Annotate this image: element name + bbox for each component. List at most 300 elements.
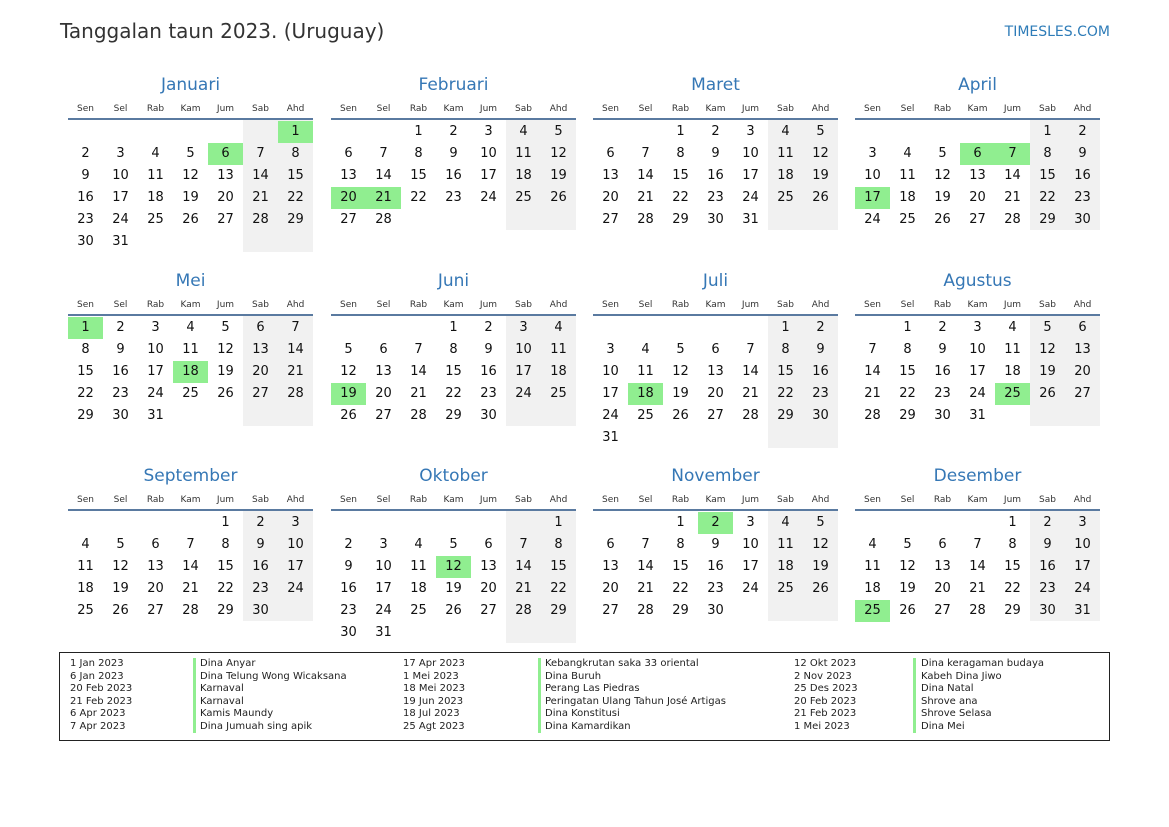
holiday-day-cell: 7 — [995, 143, 1030, 165]
day-cell: 27 — [147, 603, 164, 618]
day-cell: 8 — [903, 342, 912, 357]
day-cell: 21 — [410, 386, 427, 401]
day-cell: 18 — [410, 581, 427, 596]
day-cell: 9 — [1043, 537, 1052, 552]
day-cell: 9 — [816, 342, 825, 357]
day-cell: 13 — [375, 364, 392, 379]
day-cell: 12 — [550, 146, 567, 161]
day-cell: 1 — [414, 124, 423, 139]
day-cell: 30 — [1039, 603, 1056, 618]
day-cell: 22 — [410, 190, 427, 205]
day-cell: 10 — [742, 537, 759, 552]
day-cell: 24 — [1074, 581, 1091, 596]
day-cell: 18 — [550, 364, 567, 379]
day-cell: 12 — [812, 537, 829, 552]
day-cell: 16 — [480, 364, 497, 379]
day-cell: 23 — [480, 386, 497, 401]
day-cell: 14 — [1004, 168, 1021, 183]
day-cell: 13 — [602, 168, 619, 183]
day-cell: 2 — [484, 320, 493, 335]
weekday-header: Ahd — [1073, 300, 1092, 310]
day-cell: 20 — [1074, 364, 1091, 379]
day-cell: 11 — [147, 168, 164, 183]
day-cell: 11 — [515, 146, 532, 161]
day-cell: 1 — [1043, 124, 1052, 139]
day-cell: 10 — [969, 342, 986, 357]
day-cell: 10 — [515, 342, 532, 357]
day-cell: 11 — [77, 559, 94, 574]
page-title: Tanggalan taun 2023. (Uruguay) — [60, 19, 385, 43]
day-cell: 12 — [934, 168, 951, 183]
weekday-header: Sen — [77, 104, 94, 114]
day-cell: 16 — [77, 190, 94, 205]
day-cell: 30 — [340, 625, 357, 640]
day-cell: 13 — [217, 168, 234, 183]
weekday-header: Jum — [1003, 104, 1022, 114]
day-cell: 4 — [868, 537, 877, 552]
day-cell: 28 — [637, 212, 654, 227]
day-cell: 29 — [1004, 603, 1021, 618]
day-cell: 17 — [480, 168, 497, 183]
day-cell: 1 — [449, 320, 458, 335]
day-cell: 6 — [1078, 320, 1087, 335]
weekday-header: Sab — [777, 104, 794, 114]
day-cell: 1 — [221, 515, 230, 530]
day-cell: 24 — [969, 386, 986, 401]
day-cell: 13 — [602, 559, 619, 574]
weekday-header: Ahd — [1073, 495, 1092, 505]
day-cell: 4 — [414, 537, 423, 552]
day-cell: 24 — [147, 386, 164, 401]
day-cell: 6 — [606, 537, 615, 552]
day-cell: 19 — [182, 190, 199, 205]
day-cell: 19 — [550, 168, 567, 183]
day-cell: 16 — [812, 364, 829, 379]
day-cell: 17 — [515, 364, 532, 379]
day-cell: 17 — [742, 168, 759, 183]
holiday-date: 1 Jan 2023 — [70, 658, 124, 669]
day-cell: 11 — [1004, 342, 1021, 357]
day-cell: 23 — [1039, 581, 1056, 596]
day-cell: 21 — [515, 581, 532, 596]
day-cell: 9 — [81, 168, 90, 183]
month-title: Agustus — [943, 271, 1012, 291]
holiday-marker-bar — [913, 658, 916, 733]
day-cell: 23 — [812, 386, 829, 401]
day-cell: 21 — [182, 581, 199, 596]
weekday-header: Sab — [1039, 104, 1056, 114]
weekday-header: Ahd — [286, 300, 305, 310]
day-cell: 10 — [1074, 537, 1091, 552]
day-cell: 1 — [676, 515, 685, 530]
day-cell: 18 — [77, 581, 94, 596]
day-cell: 7 — [519, 537, 528, 552]
day-cell: 1 — [1008, 515, 1017, 530]
day-cell: 23 — [77, 212, 94, 227]
holiday-day-cell: 20 — [331, 187, 366, 209]
weekday-header: Rab — [409, 495, 428, 505]
day-cell: 2 — [344, 537, 353, 552]
day-cell: 7 — [186, 537, 195, 552]
day-cell: 26 — [182, 212, 199, 227]
day-cell: 22 — [899, 386, 916, 401]
day-cell: 30 — [707, 603, 724, 618]
day-cell: 18 — [864, 581, 881, 596]
day-cell: 4 — [903, 146, 912, 161]
holiday-name: Shrove ana — [921, 695, 978, 707]
holiday-date: 25 Agt 2023 — [403, 720, 465, 732]
day-cell: 14 — [515, 559, 532, 574]
day-cell: 23 — [934, 386, 951, 401]
day-cell: 26 — [812, 190, 829, 205]
day-cell: 7 — [973, 537, 982, 552]
day-cell: 25 — [147, 212, 164, 227]
weekday-header: Ahd — [811, 104, 830, 114]
month-title: Desember — [933, 466, 1022, 486]
day-cell: 14 — [864, 364, 881, 379]
day-cell: 1 — [554, 515, 563, 530]
day-cell: 27 — [934, 603, 951, 618]
holiday-day-cell: 1 — [68, 317, 103, 339]
day-cell: 5 — [676, 342, 685, 357]
holiday-date: 18 Mei 2023 — [403, 683, 466, 694]
day-cell: 3 — [116, 146, 125, 161]
weekday-header: Sel — [113, 300, 128, 310]
weekday-header: Sab — [777, 495, 794, 505]
day-cell: 9 — [1078, 146, 1087, 161]
weekday-header: Ahd — [811, 495, 830, 505]
holiday-day-cell: 25 — [995, 383, 1030, 405]
day-cell: 29 — [777, 408, 794, 423]
day-cell: 6 — [711, 342, 720, 357]
day-cell: 2 — [711, 124, 720, 139]
weekday-header: Sel — [376, 495, 391, 505]
day-cell: 5 — [221, 320, 230, 335]
weekday-header: Rab — [933, 104, 952, 114]
day-cell: 16 — [252, 559, 269, 574]
holiday-name: Karnaval — [200, 695, 244, 707]
day-cell: 5 — [449, 537, 458, 552]
day-cell: 10 — [112, 168, 129, 183]
holiday-date: 21 Feb 2023 — [794, 708, 857, 719]
day-cell: 22 — [1004, 581, 1021, 596]
day-cell: 26 — [934, 212, 951, 227]
day-cell: 11 — [777, 537, 794, 552]
day-cell: 16 — [1039, 559, 1056, 574]
holiday-name: Dina keragaman budaya — [921, 658, 1045, 669]
weekday-header: Sen — [864, 300, 881, 310]
day-cell: 20 — [375, 386, 392, 401]
weekday-header: Sab — [515, 104, 532, 114]
day-cell: 20 — [480, 581, 497, 596]
day-cell: 6 — [606, 146, 615, 161]
day-cell: 11 — [899, 168, 916, 183]
day-cell: 4 — [151, 146, 160, 161]
holiday-day-cell: 18 — [628, 383, 663, 405]
day-cell: 23 — [1074, 190, 1091, 205]
day-cell: 22 — [217, 581, 234, 596]
weekday-header: Sab — [1039, 495, 1056, 505]
month-title: Februari — [418, 75, 489, 95]
day-cell: 19 — [672, 386, 689, 401]
day-cell: 17 — [969, 364, 986, 379]
day-cell: 26 — [1039, 386, 1056, 401]
day-cell: 15 — [77, 364, 94, 379]
day-cell: 30 — [112, 408, 129, 423]
day-cell: 22 — [672, 581, 689, 596]
day-cell: 14 — [742, 364, 759, 379]
day-cell: 9 — [344, 559, 353, 574]
day-cell: 31 — [375, 625, 392, 640]
day-cell: 25 — [777, 190, 794, 205]
day-cell: 2 — [256, 515, 265, 530]
day-cell: 4 — [641, 342, 650, 357]
day-cell: 2 — [449, 124, 458, 139]
day-cell: 18 — [515, 168, 532, 183]
day-cell: 17 — [1074, 559, 1091, 574]
day-cell: 5 — [186, 146, 195, 161]
weekday-header: Jum — [216, 495, 235, 505]
day-cell: 24 — [515, 386, 532, 401]
day-cell: 15 — [445, 364, 462, 379]
day-cell: 31 — [1074, 603, 1091, 618]
day-cell: 24 — [375, 603, 392, 618]
day-cell: 10 — [864, 168, 881, 183]
day-cell: 9 — [484, 342, 493, 357]
day-cell: 31 — [602, 430, 619, 445]
day-cell: 28 — [864, 408, 881, 423]
holiday-date: 17 Apr 2023 — [403, 658, 465, 669]
day-cell: 27 — [252, 386, 269, 401]
site-logo-link[interactable]: TIMESLES.COM — [1004, 24, 1110, 40]
weekday-header: Sel — [113, 495, 128, 505]
day-cell: 3 — [606, 342, 615, 357]
day-cell: 7 — [641, 537, 650, 552]
day-cell: 31 — [147, 408, 164, 423]
day-cell: 3 — [868, 146, 877, 161]
weekday-header: Jum — [1003, 300, 1022, 310]
weekday-header: Kam — [967, 495, 988, 505]
day-cell: 26 — [340, 408, 357, 423]
day-cell: 5 — [903, 537, 912, 552]
day-cell: 20 — [934, 581, 951, 596]
day-cell: 19 — [112, 581, 129, 596]
weekday-header: Jum — [216, 300, 235, 310]
weekday-header: Rab — [409, 104, 428, 114]
day-cell: 3 — [379, 537, 388, 552]
day-cell: 23 — [445, 190, 462, 205]
day-cell: 17 — [112, 190, 129, 205]
day-cell: 29 — [550, 603, 567, 618]
weekday-header: Sel — [638, 300, 653, 310]
day-cell: 21 — [252, 190, 269, 205]
day-cell: 15 — [550, 559, 567, 574]
day-cell: 15 — [287, 168, 304, 183]
weekday-header: Sel — [376, 300, 391, 310]
weekday-header: Rab — [933, 495, 952, 505]
day-cell: 10 — [480, 146, 497, 161]
day-cell: 17 — [375, 581, 392, 596]
weekday-header: Jum — [479, 300, 498, 310]
day-cell: 13 — [147, 559, 164, 574]
day-cell: 16 — [445, 168, 462, 183]
day-cell: 25 — [182, 386, 199, 401]
holiday-name: Karnaval — [200, 683, 244, 694]
day-cell: 9 — [116, 342, 125, 357]
day-cell: 27 — [707, 408, 724, 423]
weekday-header: Ahd — [286, 495, 305, 505]
month-title: Oktober — [419, 466, 488, 486]
day-cell: 1 — [781, 320, 790, 335]
day-cell: 2 — [1043, 515, 1052, 530]
day-cell: 17 — [287, 559, 304, 574]
day-cell: 15 — [217, 559, 234, 574]
day-cell: 21 — [742, 386, 759, 401]
day-cell: 22 — [550, 581, 567, 596]
day-cell: 23 — [112, 386, 129, 401]
day-cell: 30 — [252, 603, 269, 618]
day-cell: 27 — [375, 408, 392, 423]
holiday-date: 6 Apr 2023 — [70, 708, 126, 719]
holiday-date: 2 Nov 2023 — [794, 670, 852, 682]
day-cell: 25 — [777, 581, 794, 596]
day-cell: 30 — [480, 408, 497, 423]
day-cell: 18 — [899, 190, 916, 205]
weekday-header: Jum — [741, 104, 760, 114]
day-cell: 15 — [1004, 559, 1021, 574]
day-cell: 31 — [112, 234, 129, 249]
weekday-header: Kam — [443, 300, 464, 310]
weekday-header: Sen — [77, 495, 94, 505]
day-cell: 17 — [742, 559, 759, 574]
day-cell: 20 — [252, 364, 269, 379]
weekday-header: Sen — [340, 300, 357, 310]
day-cell: 26 — [550, 190, 567, 205]
day-cell: 28 — [182, 603, 199, 618]
day-cell: 22 — [287, 190, 304, 205]
holiday-name: Peringatan Ulang Tahun José Artigas — [545, 695, 726, 707]
weekday-header: Kam — [705, 495, 726, 505]
holiday-name: Perang Las Piedras — [545, 683, 640, 694]
day-cell: 3 — [746, 124, 755, 139]
day-cell: 26 — [672, 408, 689, 423]
day-cell: 3 — [1078, 515, 1087, 530]
day-cell: 22 — [77, 386, 94, 401]
weekday-header: Kam — [180, 104, 201, 114]
weekday-header: Sen — [340, 104, 357, 114]
day-cell: 12 — [1039, 342, 1056, 357]
day-cell: 8 — [449, 342, 458, 357]
holiday-name: Dina Mei — [921, 720, 965, 732]
holiday-day-cell: 21 — [366, 187, 401, 209]
weekday-header: Rab — [671, 495, 690, 505]
day-cell: 4 — [186, 320, 195, 335]
holiday-date: 7 Apr 2023 — [70, 720, 126, 732]
holiday-day-cell: 1 — [278, 121, 313, 143]
day-cell: 14 — [410, 364, 427, 379]
day-cell: 11 — [182, 342, 199, 357]
day-cell: 30 — [1074, 212, 1091, 227]
day-cell: 25 — [410, 603, 427, 618]
weekday-header: Sen — [602, 300, 619, 310]
day-cell: 10 — [742, 146, 759, 161]
day-cell: 8 — [1043, 146, 1052, 161]
weekday-header: Jum — [741, 495, 760, 505]
day-cell: 7 — [379, 146, 388, 161]
day-cell: 7 — [256, 146, 265, 161]
weekday-header: Sen — [602, 495, 619, 505]
day-cell: 4 — [1008, 320, 1017, 335]
day-cell: 8 — [781, 342, 790, 357]
month-title: Januari — [160, 75, 221, 95]
day-cell: 16 — [934, 364, 951, 379]
day-cell: 30 — [812, 408, 829, 423]
day-cell: 17 — [602, 386, 619, 401]
day-cell: 3 — [746, 515, 755, 530]
day-cell: 31 — [969, 408, 986, 423]
weekday-header: Kam — [967, 300, 988, 310]
weekday-header: Sab — [252, 104, 269, 114]
day-cell: 11 — [550, 342, 567, 357]
day-cell: 27 — [1074, 386, 1091, 401]
day-cell: 11 — [637, 364, 654, 379]
day-cell: 19 — [812, 559, 829, 574]
day-cell: 3 — [519, 320, 528, 335]
weekday-header: Sel — [900, 300, 915, 310]
day-cell: 12 — [182, 168, 199, 183]
weekday-header: Rab — [146, 495, 165, 505]
day-cell: 30 — [707, 212, 724, 227]
day-cell: 22 — [777, 386, 794, 401]
weekday-header: Rab — [146, 104, 165, 114]
day-cell: 21 — [637, 581, 654, 596]
weekday-header: Sen — [864, 104, 881, 114]
day-cell: 24 — [602, 408, 619, 423]
holiday-marker-bar — [193, 658, 196, 733]
day-cell: 14 — [637, 559, 654, 574]
day-cell: 21 — [864, 386, 881, 401]
day-cell: 7 — [746, 342, 755, 357]
day-cell: 29 — [899, 408, 916, 423]
day-cell: 16 — [112, 364, 129, 379]
holiday-names-column — [545, 658, 726, 733]
weekday-header: Rab — [671, 300, 690, 310]
holiday-day-cell: 25 — [855, 600, 890, 622]
day-cell: 19 — [899, 581, 916, 596]
day-cell: 13 — [934, 559, 951, 574]
day-cell: 18 — [147, 190, 164, 205]
holiday-dates-column — [70, 658, 132, 733]
day-cell: 26 — [217, 386, 234, 401]
day-cell: 28 — [410, 408, 427, 423]
day-cell: 11 — [864, 559, 881, 574]
holiday-dates-column — [794, 658, 858, 733]
day-cell: 5 — [938, 146, 947, 161]
day-cell: 8 — [81, 342, 90, 357]
weekday-header: Sel — [900, 495, 915, 505]
day-cell: 9 — [449, 146, 458, 161]
day-cell: 10 — [147, 342, 164, 357]
holiday-date: 25 Des 2023 — [794, 683, 858, 694]
day-cell: 20 — [707, 386, 724, 401]
day-cell: 18 — [1004, 364, 1021, 379]
holiday-day-cell: 6 — [960, 143, 995, 165]
day-cell: 19 — [812, 168, 829, 183]
day-cell: 26 — [812, 581, 829, 596]
day-cell: 26 — [112, 603, 129, 618]
day-cell: 12 — [340, 364, 357, 379]
day-cell: 27 — [969, 212, 986, 227]
